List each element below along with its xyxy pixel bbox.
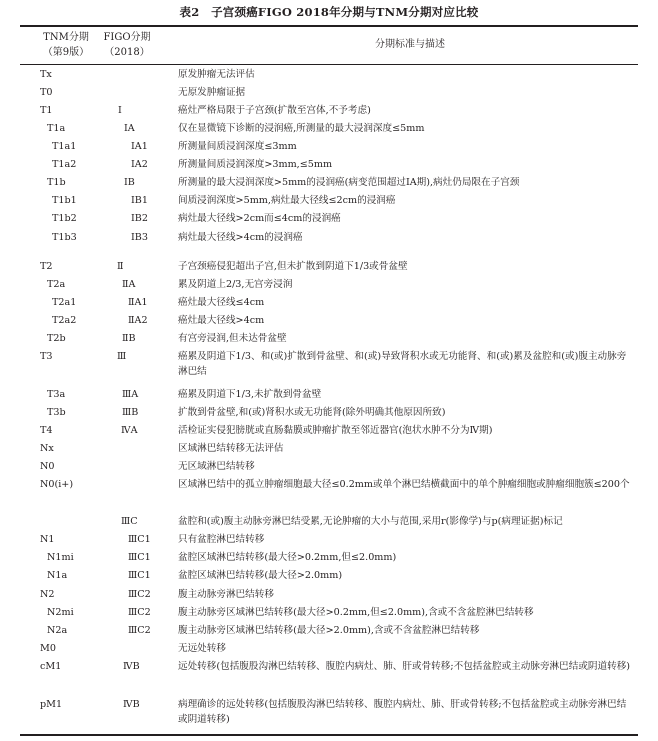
stage-description-cell: 有宫旁浸润,但未达骨盆壁: [178, 333, 287, 344]
tnm-stage-cell: T1: [40, 105, 53, 116]
tnm-stage-cell: T2b: [47, 333, 66, 344]
tnm-stage-cell: N2a: [47, 625, 68, 636]
tnm-stage-cell: T2a2: [52, 315, 77, 326]
figo-stage-cell: Ⅰ: [118, 105, 122, 116]
top-rule: [20, 25, 638, 27]
tnm-stage-cell: Nx: [40, 443, 54, 454]
figo-stage-cell: ⅠA1: [131, 141, 148, 152]
tnm-stage-cell: pM1: [40, 699, 63, 710]
table-caption: 表2 子宫颈癌FIGO 2018年分期与TNM分期对应比较: [179, 5, 479, 19]
tnm-stage-cell: N0(i+): [40, 479, 74, 490]
figo-stage-cell: ⅢC: [121, 516, 138, 527]
figo-stage-cell: Ⅲ: [117, 351, 127, 362]
stage-description-cell: 癌累及阴道下1/3、和(或)扩散到骨盆壁、和(或)导致肾积水或无功能肾、和(或)累及盆腔和(或)腹主动脉旁淋巴结: [178, 351, 627, 377]
tnm-stage-cell: T2: [40, 261, 53, 272]
figo-stage-cell: ⅣB: [123, 661, 140, 672]
tnm-stage-cell: T1a1: [52, 141, 77, 152]
figo-stage-cell: ⅢC2: [128, 589, 151, 600]
tnm-stage-cell: M0: [40, 643, 56, 654]
stage-description-cell: 无区域淋巴结转移: [178, 461, 255, 472]
stage-description-cell: 盆腔和(或)腹主动脉旁淋巴结受累,无论肿瘤的大小与范围,采用r(影像学)与p(病理证据)标记: [178, 516, 563, 527]
stage-description-cell: 区域淋巴结中的孤立肿瘤细胞最大径≤0.2mm或单个淋巴结横截面中的单个肿瘤细胞或肿瘤细胞簇≤200个: [178, 479, 630, 490]
stage-description-cell: 腹主动脉旁区域淋巴结转移(最大径>0.2mm,但≤2.0mm),含或不含盆腔淋巴结转移: [178, 607, 534, 618]
stage-description-cell: 盆腔区域淋巴结转移(最大径>0.2mm,但≤2.0mm): [178, 552, 397, 563]
figo-stage-cell: ⅢA: [122, 389, 139, 400]
figo-stage-cell: ⅠB3: [131, 232, 148, 243]
tnm-stage-cell: N1mi: [47, 552, 74, 563]
stage-description-cell: 癌灶严格局限于子宫颈(扩散至宫体,不予考虑): [178, 105, 371, 116]
stage-description-cell: 病灶最大径线>4cm的浸润癌: [178, 232, 303, 243]
stage-description-cell: 扩散到骨盆壁,和(或)肾积水或无功能肾(除外明确其他原因所致): [178, 407, 446, 418]
stage-description-cell: 癌灶最大径线>4cm: [178, 315, 265, 326]
stage-description-cell: 腹主动脉旁淋巴结转移: [178, 589, 274, 600]
tnm-stage-cell: T2a: [47, 279, 66, 290]
figo-stage-cell: Ⅱ: [117, 261, 124, 272]
stage-description-cell: 只有盆腔淋巴结转移: [178, 534, 265, 545]
figo-stage-cell: ⅢC1: [128, 534, 151, 545]
figo-stage-cell: ⅢC2: [128, 625, 151, 636]
tnm-stage-cell: T1b1: [52, 195, 77, 206]
tnm-stage-cell: N2mi: [47, 607, 74, 618]
tnm-stage-cell: T3: [40, 351, 53, 362]
stage-description-cell: 子宫颈癌侵犯超出子宫,但未扩散到阴道下1/3或骨盆壁: [178, 261, 408, 272]
stage-description-cell: 所测量间质浸润深度≤3mm: [178, 141, 297, 152]
figo-stage-cell: ⅡB: [122, 333, 136, 344]
tnm-stage-cell: Tx: [40, 69, 52, 80]
stage-description-cell: 无远处转移: [178, 643, 226, 654]
figo-stage-cell: ⅢC1: [128, 570, 151, 581]
stage-description-cell: 原发肿瘤无法评估: [178, 69, 255, 80]
tnm-stage-cell: N1a: [47, 570, 68, 581]
figo-stage-cell: ⅠB2: [131, 213, 148, 224]
stage-description-cell: 腹主动脉旁区域淋巴结转移(最大径>2.0mm),含或不含盆腔淋巴结转移: [178, 625, 480, 636]
stage-description-cell: 区域淋巴结转移无法评估: [178, 443, 284, 454]
tnm-stage-cell: T4: [40, 425, 53, 436]
stage-description-cell: 累及阴道上2/3,无宫旁浸润: [178, 279, 293, 290]
tnm-stage-cell: N2: [40, 589, 55, 600]
stage-description-cell: 活检证实侵犯膀胱或直肠黏膜或肿瘤扩散至邻近器官(泡状水肿不分为Ⅳ期): [178, 425, 493, 436]
header-tnm-edition: （第9版）: [42, 46, 90, 58]
figo-stage-cell: ⅠB1: [131, 195, 148, 206]
figo-stage-cell: ⅠA2: [131, 159, 148, 170]
figo-stage-cell: ⅡA2: [128, 315, 148, 326]
tnm-stage-cell: T1b: [47, 177, 66, 188]
stage-description-cell: 仅在显微镜下诊断的浸润癌,所测量的最大浸润深度≤5mm: [178, 123, 425, 134]
figo-stage-cell: ⅢB: [122, 407, 139, 418]
tnm-stage-cell: T3b: [47, 407, 66, 418]
tnm-stage-cell: T0: [40, 87, 53, 98]
stage-description-cell: 所测量的最大浸润深度>5mm的浸润癌(病变范围超过ⅠA期),病灶仍局限在子宫颈: [178, 177, 520, 188]
figo-stage-cell: ⅣA: [121, 425, 138, 436]
tnm-stage-cell: T1b3: [52, 232, 77, 243]
figo-stage-cell: ⅠB: [124, 177, 135, 188]
tnm-stage-cell: T1a: [47, 123, 66, 134]
figo-stage-cell: ⅠA: [124, 123, 135, 134]
tnm-stage-cell: N1: [40, 534, 55, 545]
tnm-stage-cell: T1a2: [52, 159, 77, 170]
figo-stage-cell: ⅡA1: [128, 297, 148, 308]
header-rule: [20, 64, 638, 65]
header-figo: [101, 31, 153, 60]
tnm-stage-cell: cM1: [40, 661, 62, 672]
tnm-stage-cell: T3a: [47, 389, 66, 400]
header-description: 分期标准与描述: [375, 39, 445, 50]
stage-description-cell: 无原发肿瘤证据: [178, 87, 246, 98]
stage-description-cell: 所测量间质浸润深度>3mm,≤5mm: [178, 159, 333, 170]
figo-stage-cell: ⅡA: [122, 279, 136, 290]
figo-stage-cell: ⅣB: [123, 699, 140, 710]
stage-description-cell: 间质浸润深度>5mm,病灶最大径线≤2cm的浸润癌: [178, 195, 396, 206]
stage-description-cell: 病灶最大径线>2cm而≤4cm的浸润癌: [178, 213, 341, 224]
figo-stage-cell: ⅢC1: [128, 552, 151, 563]
stage-description-cell: 癌灶最大径线≤4cm: [178, 297, 265, 308]
stage-description-cell: 盆腔区域淋巴结转移(最大径>2.0mm): [178, 570, 343, 581]
stage-description-cell: 癌累及阴道下1/3,未扩散到骨盆壁: [178, 389, 322, 400]
header-figo-title: FIGO分期: [103, 32, 151, 43]
figo-stage-cell: ⅢC2: [128, 607, 151, 618]
stage-description-cell: 病理确诊的远处转移(包括腹股沟淋巴结转移、腹腔内病灶、肺、肝或骨转移;不包括盆腔或主动脉旁淋巴结或阴道转移): [178, 699, 627, 725]
header-figo-year: （2018）: [104, 46, 150, 58]
bottom-rule: [20, 734, 638, 736]
stage-description-cell: 远处转移(包括腹股沟淋巴结转移、腹腔内病灶、肺、肝或骨转移;不包括盆腔或主动脉旁淋巴结或阴道转移): [178, 661, 631, 672]
tnm-stage-cell: T1b2: [52, 213, 77, 224]
header-tnm-title: TNM分期: [43, 32, 89, 43]
tnm-stage-cell: T2a1: [52, 297, 77, 308]
tnm-stage-cell: N0: [40, 461, 55, 472]
header-tnm: [20, 31, 112, 60]
